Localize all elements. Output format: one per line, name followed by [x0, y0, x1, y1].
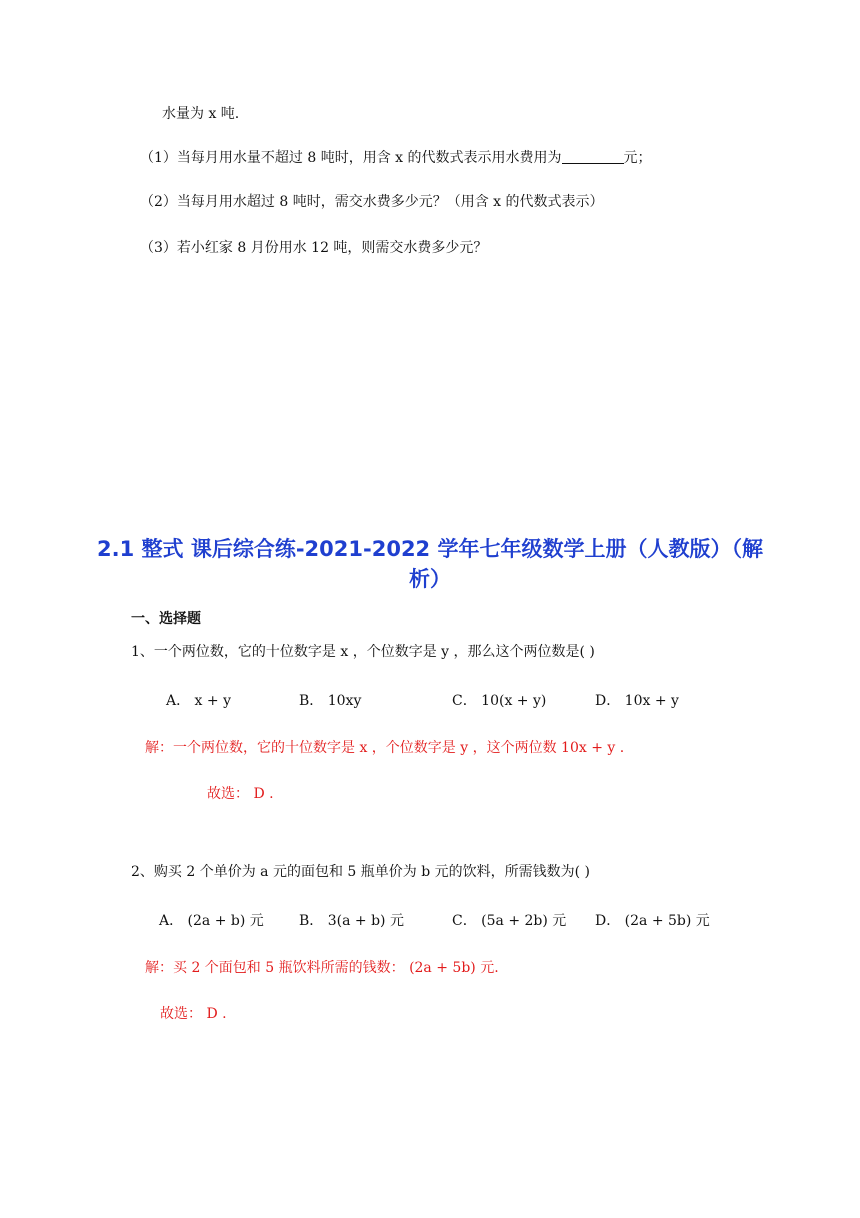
sub-question-3: （3）若小红家 8 月份用水 12 吨，则需交水费多少元？	[140, 240, 488, 256]
q2-option-c: C． (5a + 2b) 元	[452, 913, 567, 929]
q2-option-b: B． 3(a + b) 元	[299, 913, 404, 929]
sub-question-1-unit: 元；	[623, 150, 652, 166]
question-1-stem: 1、一个两位数，它的十位数字是 x ，个位数字是 y ，那么这个两位数是( )	[131, 644, 595, 660]
sub-question-1-text: （1）当每月用水量不超过 8 吨时，用含 x 的代数式表示用水费用为	[140, 150, 562, 166]
sub-question-2: （2）当每月用水超过 8 吨时，需交水费多少元？（用含 x 的代数式表示）	[140, 194, 604, 210]
sub-question-1	[140, 148, 652, 168]
question-2-stem: 2、购买 2 个单价为 a 元的面包和 5 瓶单价为 b 元的饮料，所需钱数为( )	[131, 864, 591, 880]
q2-option-d: D． (2a + 5b) 元	[595, 913, 710, 929]
q2-answer: 故选： D .	[160, 1006, 227, 1022]
q1-option-b: B． 10xy	[299, 693, 362, 709]
q2-solution: 解：买 2 个面包和 5 瓶饮料所需的钱数： (2a + 5b) 元.	[145, 960, 499, 976]
q1-option-a: A． x + y	[166, 693, 231, 709]
document-title-line-2: 析）	[409, 567, 451, 591]
answer-blank	[562, 149, 624, 164]
section-heading: 一、选择题	[131, 611, 201, 627]
water-volume-line: 水量为 x 吨.	[162, 106, 240, 122]
q1-option-d: D． 10x + y	[595, 693, 679, 709]
q1-answer: 故选： D .	[207, 786, 274, 802]
q1-option-c: C． 10(x + y)	[452, 693, 547, 709]
document-title-line-1: 2.1 整式 课后综合练-2021-2022 学年七年级数学上册（人教版）（解	[97, 537, 763, 561]
q1-solution: 解：一个两位数，它的十位数字是 x ，个位数字是 y ，这个两位数 10x + y .	[145, 740, 625, 756]
q2-option-a: A． (2a + b) 元	[159, 913, 264, 929]
